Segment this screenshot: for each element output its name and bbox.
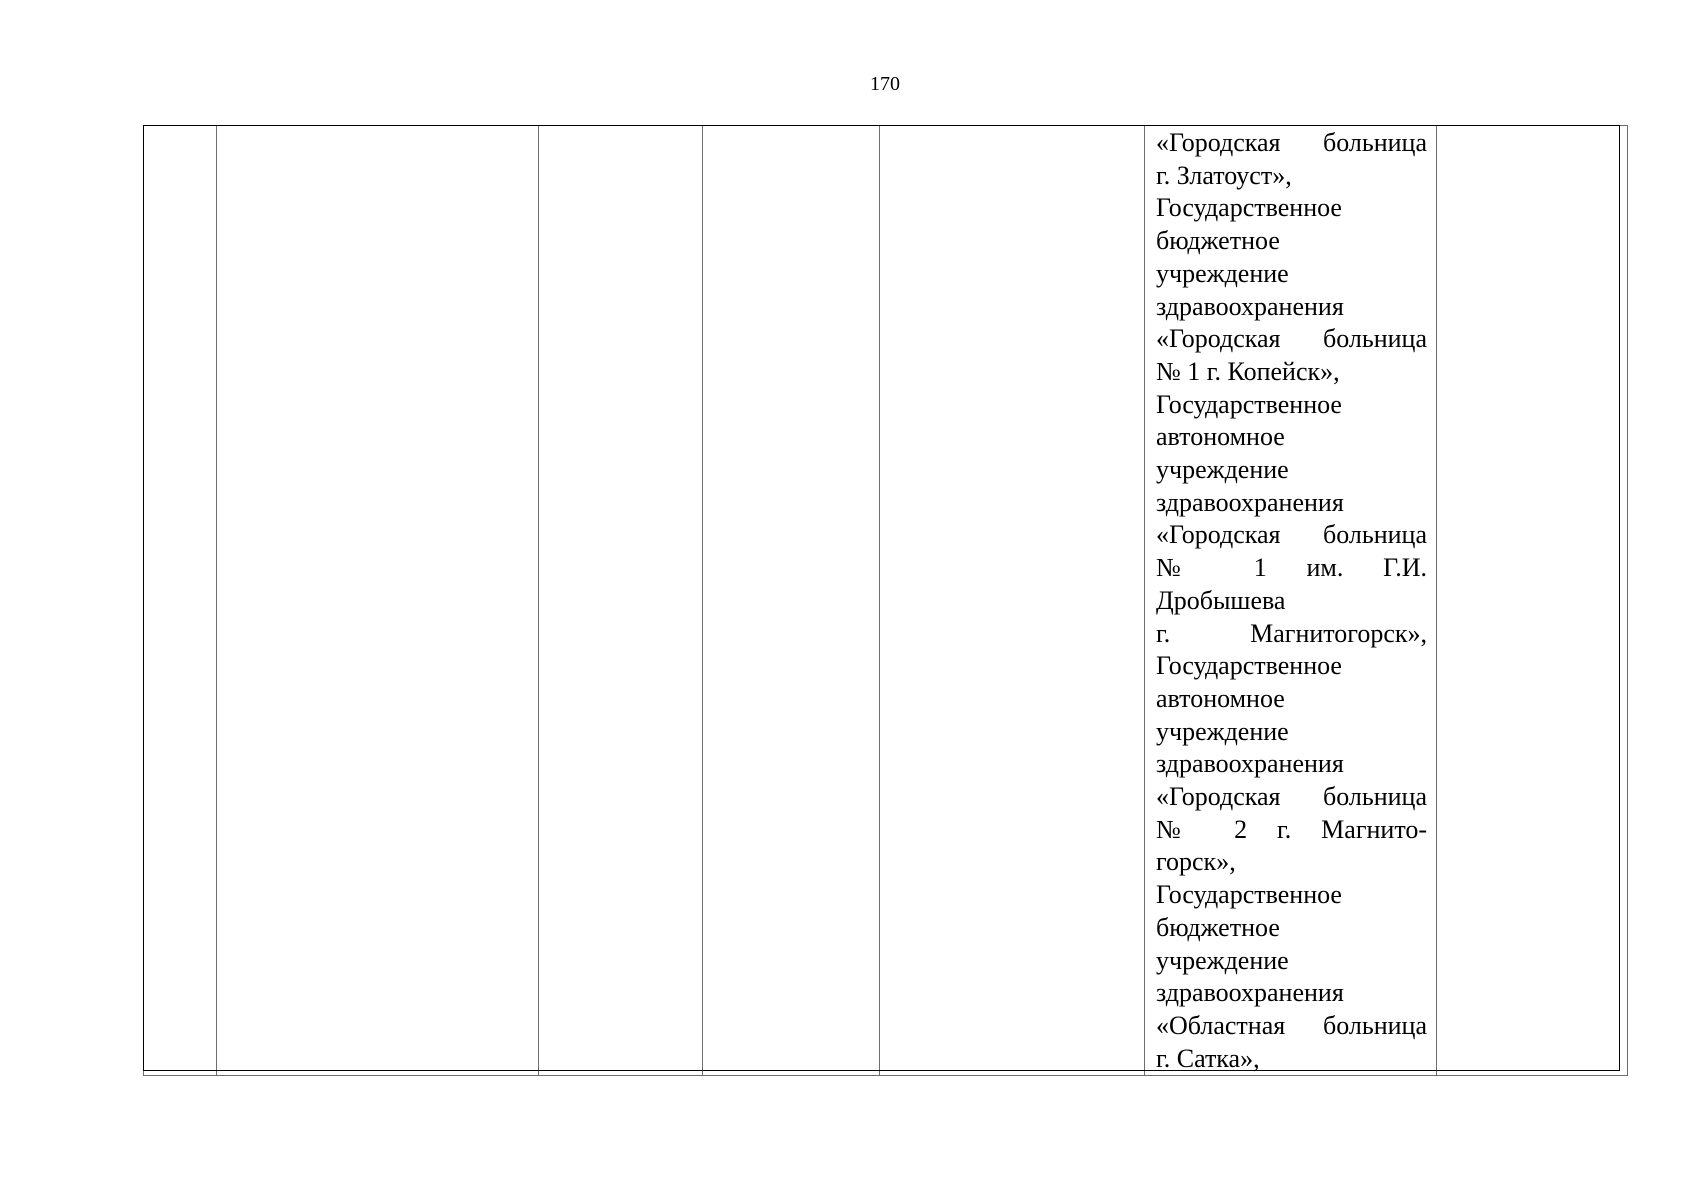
table-cell-number [144,126,217,1076]
text-line: Дробышева [1156,585,1286,615]
text-line: здравоохранения [1156,487,1344,517]
text-line: бюджетное [1156,912,1280,942]
table-cell-col5 [880,126,1145,1076]
text-line: «Городская больница [1156,520,1427,550]
text-line: г. Магнитогорск», [1156,618,1427,648]
text-line: г. Златоуст», [1156,160,1292,190]
document-table [143,125,1628,1076]
text-line: учреждение [1156,455,1289,485]
text-line: горск», [1156,847,1236,877]
table-cell-name [217,126,539,1076]
text-line: Государственное [1156,193,1342,223]
text-line: учреждение [1156,716,1289,746]
text-line: здравоохранения [1156,749,1344,779]
text-line: здравоохранения [1156,291,1344,321]
text-line: «Городская больница [1156,128,1427,157]
text-line: здравоохранения [1156,978,1344,1008]
text-line: № 1 им. Г.И. [1156,553,1427,583]
text-line: «Городская больница [1156,324,1427,354]
text-line: № 2 г. Магнито- [1156,814,1427,844]
table-cell-col3 [539,126,703,1076]
text-line: № 1 г. Копейск», [1156,356,1340,386]
text-line: учреждение [1156,258,1289,288]
text-line: г. Сатка», [1156,1043,1260,1073]
text-line: Государственное [1156,880,1342,910]
text-line: «Областная больница [1156,1010,1427,1040]
table-cell-col4 [703,126,880,1076]
text-line: Государственное [1156,389,1342,419]
table-cell-col7 [1437,126,1628,1076]
table-cell-institutions [1145,126,1437,1076]
page-number: 170 [870,73,900,95]
text-line: автономное [1156,683,1285,713]
text-line: «Городская больница [1156,782,1427,812]
institutions-text [1156,126,1427,1075]
text-line: Государственное [1156,651,1342,681]
text-line: автономное [1156,422,1285,452]
text-line: бюджетное [1156,226,1280,256]
table-row [144,126,1628,1076]
text-line: учреждение [1156,945,1289,975]
